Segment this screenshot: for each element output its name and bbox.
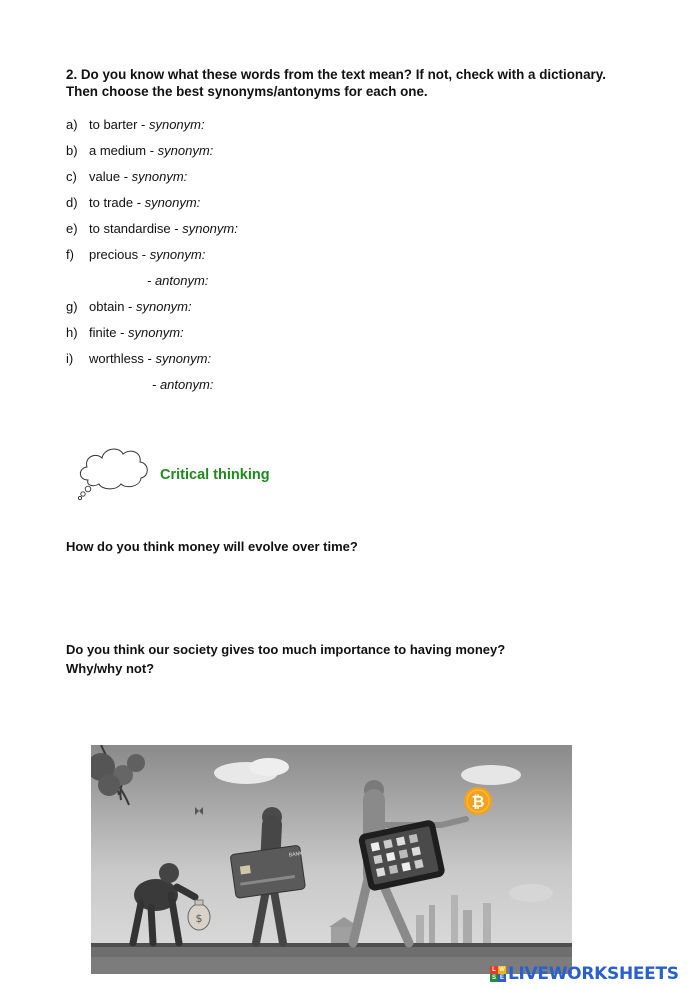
liveworksheets-wordmark: LIVEWORKSHEETS bbox=[508, 964, 679, 984]
antonym-label: - antonym: bbox=[147, 273, 209, 288]
task-title: 2. Do you know what these words from the text mean? If not, check with a dictionary. Then choose the best synonyms/antonyms for each one. bbox=[66, 67, 606, 99]
liveworksheets-logo bbox=[490, 963, 679, 985]
critical-thinking-heading: Critical thinking bbox=[160, 467, 270, 483]
question-1: How do you think money will evolve over time? bbox=[66, 539, 358, 554]
question-2: Do you think our society gives too much importance to having money? Why/why not? bbox=[66, 642, 506, 676]
liveworksheets-logo-icon: L W S E bbox=[491, 967, 505, 981]
bitcoin-symbol: ₿ bbox=[471, 792, 485, 811]
money-bag-symbol: $ bbox=[195, 912, 203, 925]
antonym-label: - antonym: bbox=[152, 377, 214, 392]
money-evolution-image bbox=[91, 745, 572, 974]
thought-cloud-icon bbox=[74, 440, 154, 502]
evolution-illustration bbox=[91, 745, 572, 974]
bank-card-label: BANK bbox=[288, 850, 303, 859]
